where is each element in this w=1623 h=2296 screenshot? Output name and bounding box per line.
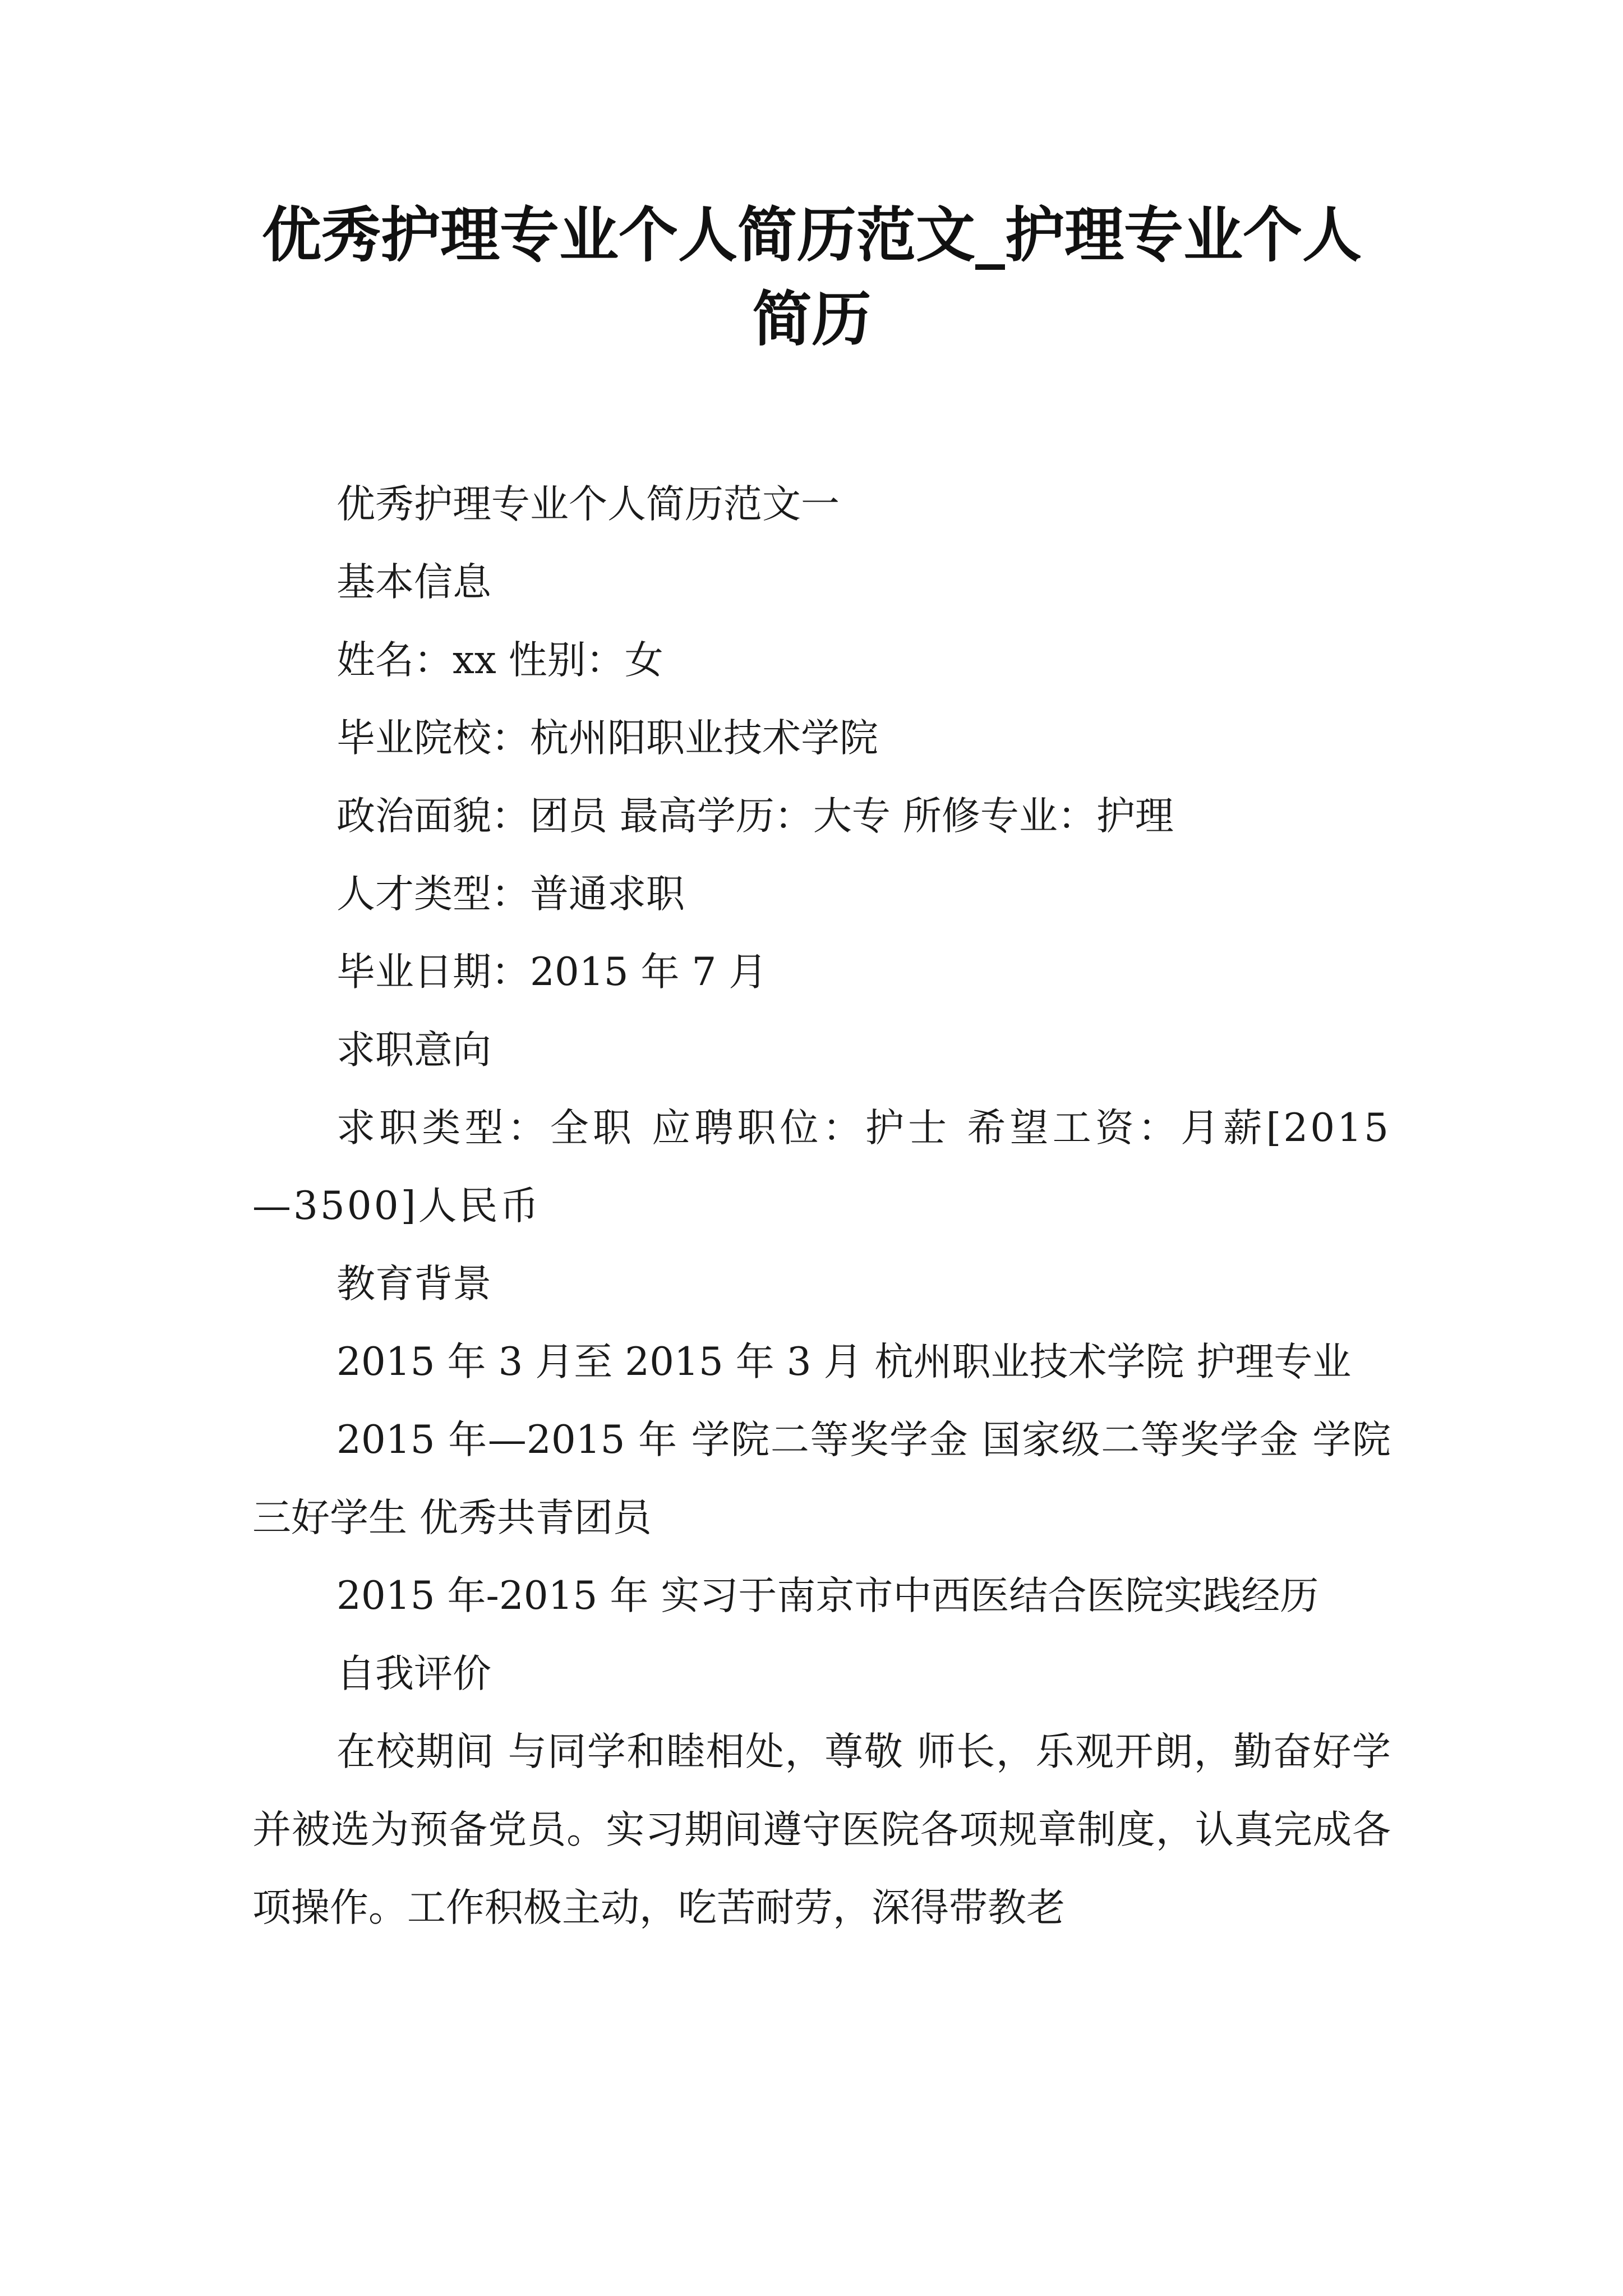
section-heading-sample-1: 优秀护理专业个人简历范文一: [336, 482, 840, 527]
document-title: [247, 194, 1377, 362]
section-heading-basic-info: 基本信息: [336, 560, 491, 605]
info-line-school: 毕业院校：杭州阳职业技术学院: [336, 716, 878, 761]
document-title-line-1: 优秀护理专业个人简历范文_护理专业个人: [262, 201, 1362, 270]
document-body: [252, 466, 1391, 1947]
education-entry: 2015 年 3 月至 2015 年 3 月 杭州职业技术学院 护理专业: [336, 1340, 1352, 1384]
awards-entry: 2015 年—2015 年 学院二等奖学金 国家级二等奖学金 学院三好学生 优秀共青团员: [252, 1418, 1391, 1540]
section-heading-self-evaluation: 自我评价: [336, 1651, 491, 1696]
section-heading-education: 教育背景: [336, 1262, 491, 1306]
info-line-talent-type: 人才类型：普通求职: [336, 872, 685, 917]
document-title-line-2: 简历: [752, 285, 872, 354]
info-line-job-intention: 求职类型：全职 应聘职位：护士 希望工资：月薪[2015—3500]人民币: [252, 1106, 1391, 1228]
internship-entry: 2015 年-2015 年 实习于南京市中西医结合医院实践经历: [336, 1573, 1319, 1618]
info-line-political-education-major: 政治面貌：团员 最高学历：大专 所修专业：护理: [336, 794, 1174, 839]
info-line-name-gender: 姓名：xx 性别：女: [336, 638, 663, 683]
self-evaluation-text: 在校期间 与同学和睦相处，尊敬 师长，乐观开朗，勤奋好学并被选为预备党员。实习期间遵守医院各项规章制度，认真完成各项操作。工作积极主动，吃苦耐劳，深得带教老: [252, 1729, 1391, 1930]
info-line-graduation-date: 毕业日期：2015 年 7 月: [336, 950, 768, 995]
section-heading-job-intention: 求职意向: [336, 1028, 491, 1073]
